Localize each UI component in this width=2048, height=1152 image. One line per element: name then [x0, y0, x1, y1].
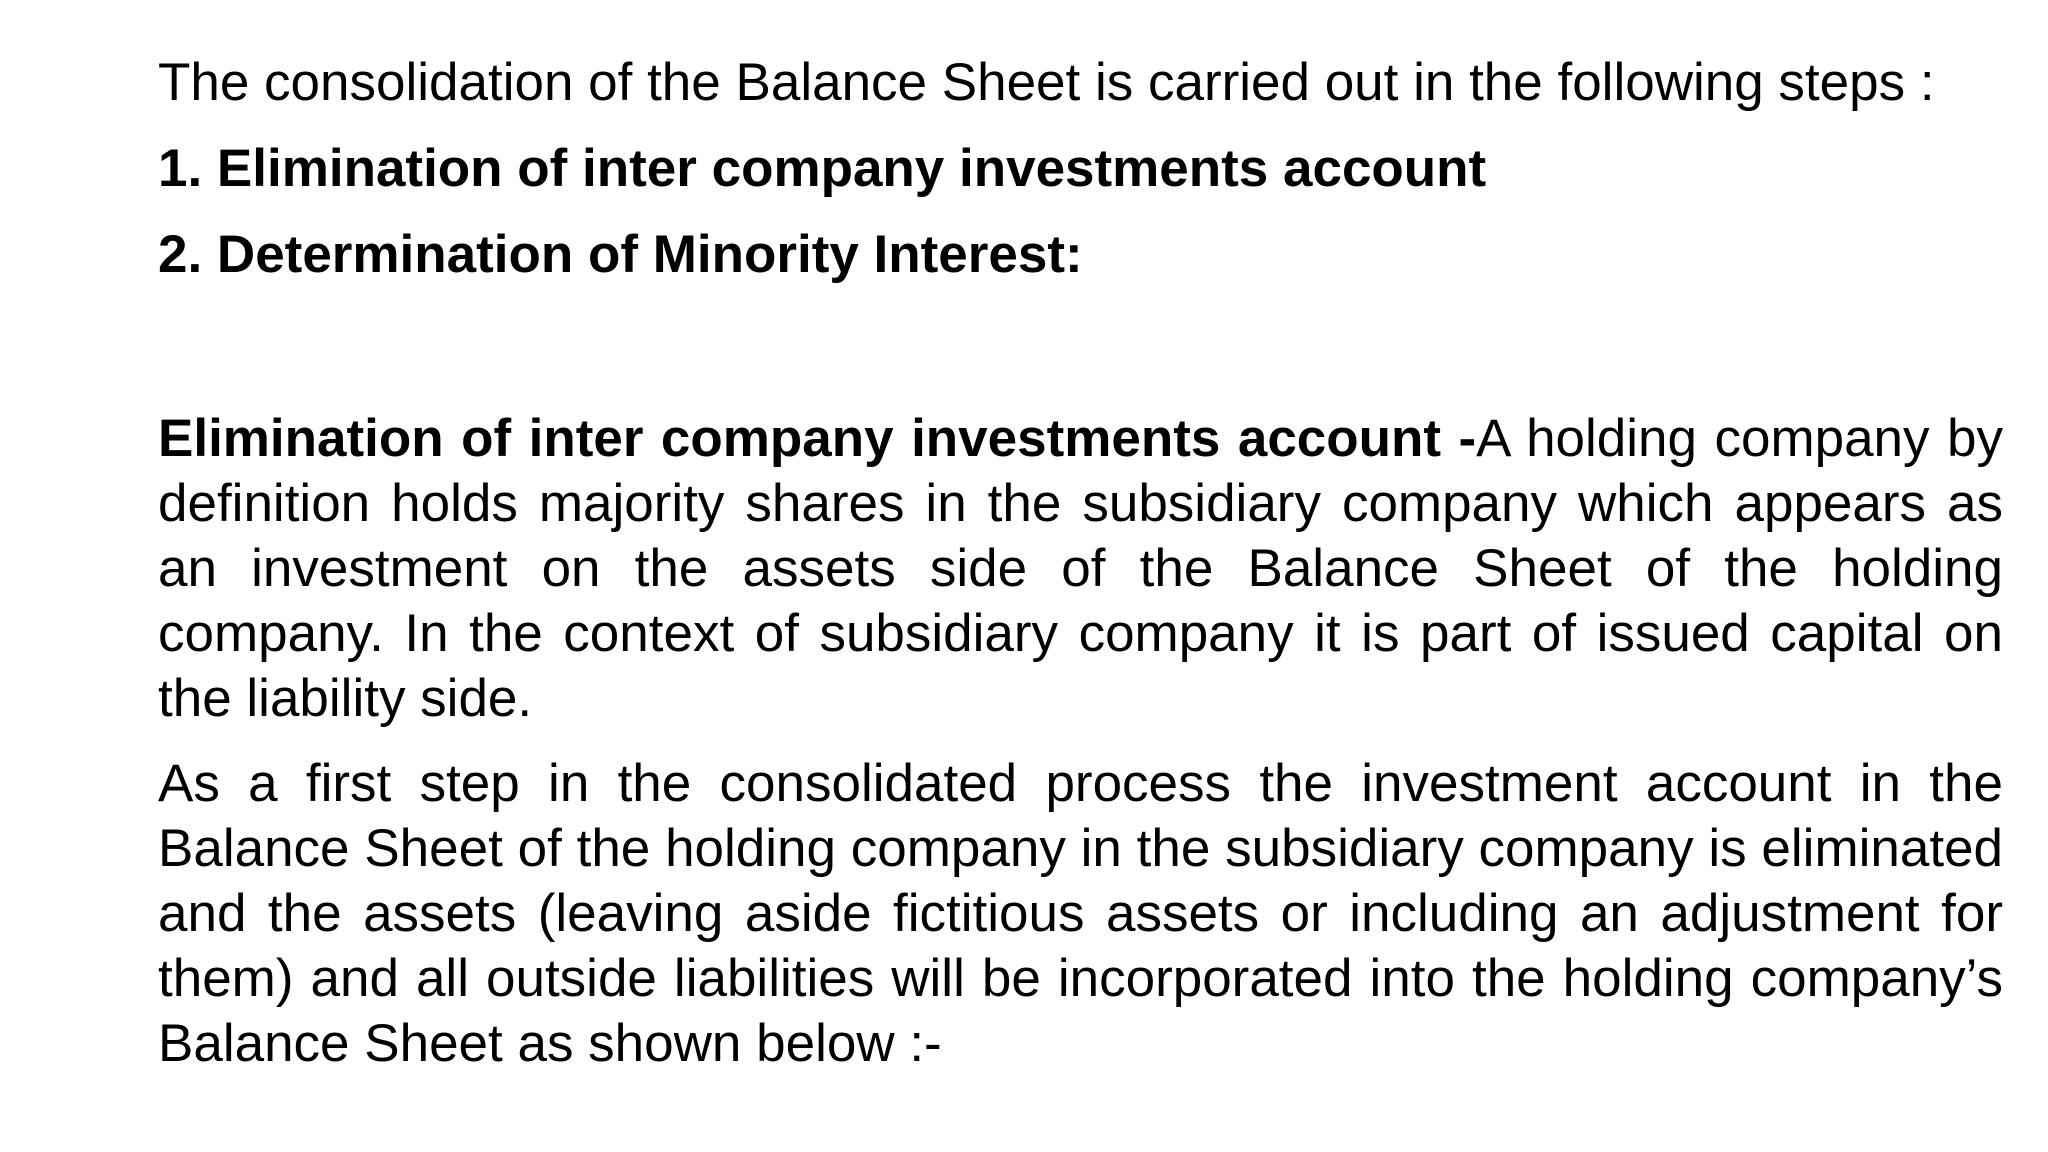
slide-content — [158, 52, 2003, 1076]
paragraph-body: As a first step in the consolidated process the investment account in the Balance Sheet of the holding company in the subsidiary company is eliminated and the assets (leaving aside fictitious assets or including an adjustment for them) and all outside liabilities will be incorporated into the holding company’s Balance Sheet as shown below :- — [158, 754, 2003, 1073]
paragraph-lead: Elimination of inter company investments account - — [158, 409, 1477, 468]
paragraph-elimination — [158, 406, 2003, 731]
step-item-1: 1. Elimination of inter company investments account — [158, 139, 1487, 198]
step-item-2: 2. Determination of Minority Interest: — [158, 225, 1083, 284]
paragraph-first-step — [158, 751, 2003, 1076]
paragraph-body: A holding company by definition holds majority shares in the subsidiary company which appears as an investment on the assets side of the Balance Sheet of the holding company. In the context of subsidiary company it is part of issued capital on the liability side. — [158, 409, 2003, 728]
intro-text: The consolidation of the Balance Sheet is carried out in the following steps : — [158, 53, 1935, 112]
